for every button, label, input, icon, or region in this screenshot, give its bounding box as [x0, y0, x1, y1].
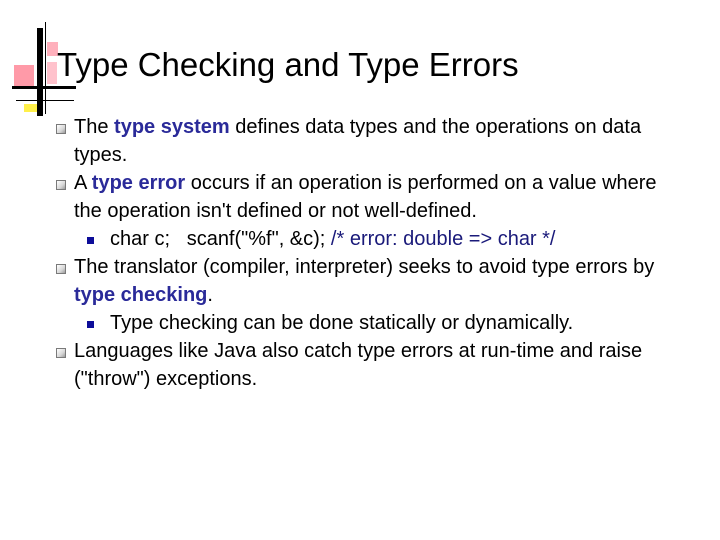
bullet-text: . — [207, 284, 213, 306]
bullet-item-translator — [56, 253, 686, 309]
bullet-text: A — [74, 172, 92, 194]
bullet-list — [56, 113, 686, 393]
bullet-text: occurs if an operation is performed on a value where the operation isn't defined or not well-defined. — [74, 172, 657, 222]
ornament-horizontal-bar — [12, 86, 76, 89]
filled-square-bullet-icon — [87, 237, 94, 244]
bullet-text: The — [74, 116, 115, 138]
ornament-red-block — [47, 62, 57, 84]
code-example: char c; scanf("%f", &c); — [110, 228, 331, 250]
bullet-item-type-system — [56, 113, 686, 169]
keyword-type-system: type system — [114, 116, 230, 138]
filled-square-bullet-icon — [87, 321, 94, 328]
bullet-item-java-exceptions — [56, 337, 686, 393]
ornament-vertical-bar — [37, 28, 43, 116]
hollow-square-bullet-icon — [56, 180, 66, 190]
bullet-text: Languages like Java also catch type errors at run-time and raise ("throw") exceptions. — [74, 340, 643, 390]
ornament-horizontal-line — [16, 100, 74, 101]
keyword-type-checking: type checking — [74, 284, 208, 306]
hollow-square-bullet-icon — [56, 124, 66, 134]
keyword-type-error: type error — [91, 172, 186, 194]
sub-bullet-scanf-example — [56, 225, 686, 253]
bullet-text: defines data types and the operations on data types. — [74, 116, 642, 166]
hollow-square-bullet-icon — [56, 348, 66, 358]
hollow-square-bullet-icon — [56, 264, 66, 274]
ornament-red-block — [14, 65, 34, 86]
bullet-text: The translator (compiler, interpreter) seeks to avoid type errors by — [74, 256, 655, 278]
bullet-text: Type checking can be done statically or dynamically. — [110, 312, 574, 334]
bullet-item-type-error — [56, 169, 686, 225]
code-comment: /* error: double => char */ — [330, 228, 556, 250]
sub-bullet-static-dynamic — [56, 309, 686, 337]
slide-title: Type Checking and Type Errors — [57, 46, 519, 83]
